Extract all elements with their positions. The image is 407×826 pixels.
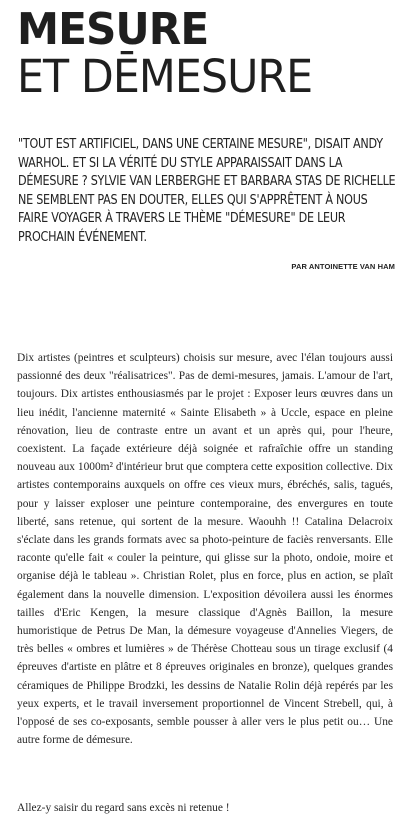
article-title-line-2: ET DĒMESURE: [17, 50, 313, 103]
article-title-line-1: MESURE: [17, 4, 209, 55]
article-lead: "TOUT EST ARTIFICIEL, DANS UNE CERTAINE MESURE", DISAIT ANDY WARHOL. ET SI LA VÉRITÉ DU STYLE APPARAISSAIT DANS LA DÉMESURE ? SYLVIE VAN LERBERGHE ET BARBARA STAS DE RICHELLE NE SEMBLENT PAS EN DOUTER, ELLES QUI S'APPRÊTENT À NOUS FAIRE VOYAGER À TRAVERS LE THÈME "DÉMESURE" DE LEUR PROCHAIN ÉVÉNEMENT.: [18, 137, 396, 245]
article-byline: PAR ANTOINETTE VAN HAM: [291, 262, 395, 271]
article-body: Dix artistes (peintres et sculpteurs) choisis sur mesure, avec l'élan toujours aussi passionné des deux "réalisatrices". Pas de demi-mesures, jamais. L'amour de l'art, toujours. Dix artistes enthousiasmés par le projet : Exposer leurs œuvres dans un lieu inédit, l'ancienne maternité « Sainte Elisabeth » à Uccle, espace en pleine rénovation, lieu de contraste entre un avant et un après qui, pour l'heure, coexistent. La façade extérieure déjà soignée et rafraîchie offre un standing nouveau aux 1000m² d'intérieur brut que comptera cette exposition collective. Dix artistes contemporains auxquels on offre ces vieux murs, ébréchés, salis, tagués, pour y laisser exploser une peinture contemporaine, des envergures en toute liberté, sans retenue, qui sortent de la mesure. Waouhh !! Catalina Delacroix s'éclate dans les grands formats avec sa photo-peinture de faciès renversants. Elle raconte qu'elle fait « couler la peinture, qui glisse sur la photo, ondoie, moire et organise déjà le tableau ». Christian Rolet, plus en force, plus en action, se plaît également dans la nouvelle dimension. L'exposition dévoilera aussi les énormes tailles d'Eric Kengen, la mesure classique d'Agnès Baillon, la mesure humoristique de Petrus De Man, la démesure voyageuse d'Annelies Viegers, de très belles « ombres et lumières » de Thérèse Chotteau sous un tirage exclusif (4 épreuves d'artiste en plâtre et 8 épreuves originales en bronze), quelques grandes céramiques de Philippe Brodzki, les dessins de Natalie Rolin déjà repérés par les yeux experts, et le travail inversement proportionnel de Vincent Strebell, qui, à l'opposé de ses co-exposants, semble pousser à aller vers le plus petit ou… Une autre forme de démesure.: [17, 352, 393, 747]
article-closing: Allez-y saisir du regard sans excès ni retenue !: [17, 802, 230, 814]
